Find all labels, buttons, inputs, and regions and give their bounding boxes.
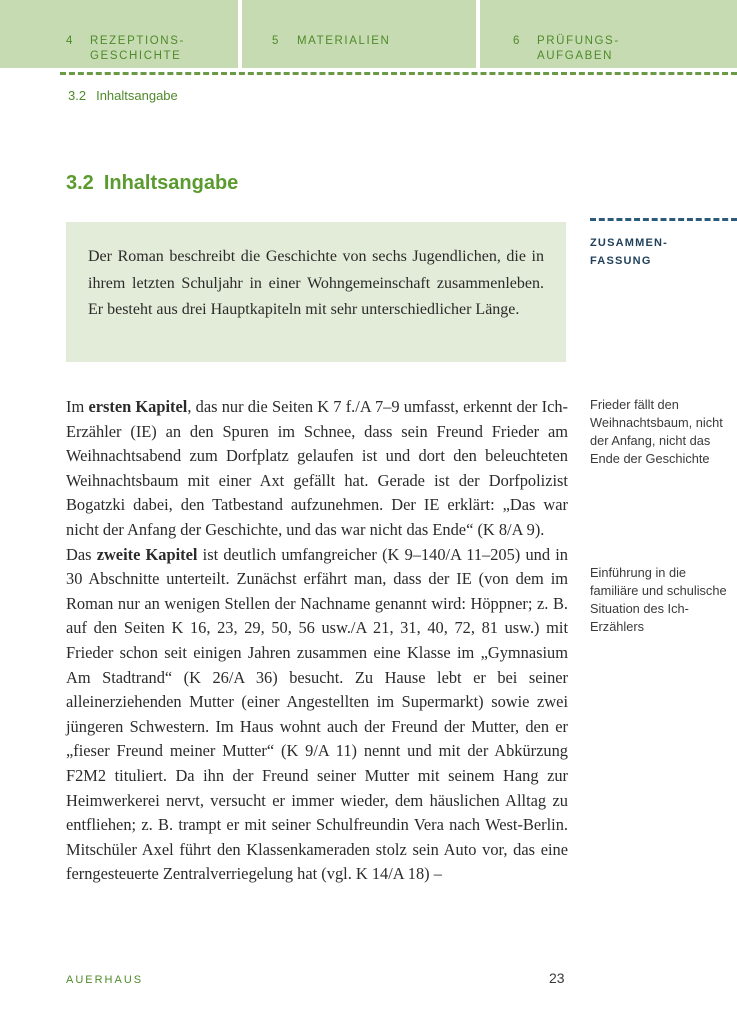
tab-label: PRÜFUNGS- AUFGABEN <box>537 35 620 62</box>
paragraph-second-chapter: Das zweite Kapitel ist deutlich umfangreicher (K 9–140/A 11–205) und in 30 Abschnitte unterteilt. Zunächst erfährt man, dass der IE (von dem im Roman nur an wenigen Stellen der Nachname genannt wird: Höppner; z. B. auf den Seiten K 16, 23, 29, 50, 56 usw./A 21, 31, 40, 72, 81 usw.) mit Frieder schon seit einigen Jahren zusammen eine Klasse im „Gymnasium Am Stadtrand“ (K 26/A 36) besucht. Zu Hause lebt er bei seiner alleinerziehenden Mutter (einer Angestellten im Supermarkt) sowie zwei jüngeren Schwestern. Im Haus wohnt auch der Freund der Mutter, den er „fieser Freund meiner Mutter“ (K 9/A 11) nennt und mit der Abkürzung F2M2 tituliert. Da ihn der Freund seiner Mutter mit seinem Hang zur Heimwerkerei nervt, versucht er immer wieder, dem häuslichen Alltag zu entfliehen; z. B. trampt er mit seiner Schulfreundin Vera nach West-Berlin. Mitschüler Axel führt den Klassenkameraden stolz sein Auto vor, das eine ferngesteuerte Zentralverriegelung hat (vgl. K 14/A 18) – <box>66 544 568 884</box>
section-title-text: Inhaltsangabe <box>103 172 239 194</box>
page-number: 23 <box>549 970 565 986</box>
summary-side-label: ZUSAMMEN- FASSUNG <box>590 237 669 267</box>
body-text <box>66 395 568 887</box>
tab-pruefungsaufgaben[interactable] <box>480 0 737 68</box>
chapter-tabs <box>0 0 737 70</box>
footer-book-title: AUERHAUS <box>66 974 144 986</box>
margin-note: Einführung in die familiäre und schulische Situation des Ich-Erzählers <box>590 565 727 634</box>
tab-label: MATERIALIEN <box>297 35 391 47</box>
tab-number: 6 <box>513 35 521 47</box>
breadcrumb-label: Inhaltsangabe <box>96 88 178 103</box>
tab-rezeptionsgeschichte[interactable] <box>0 0 238 68</box>
summary-text: Der Roman beschreibt die Geschichte von sechs Jugendlichen, die in ihrem letzten Schuljahr in einer Wohngemeinschaft zusammenleben. Er besteht aus drei Hauptkapiteln mit sehr unterschiedlicher Länge. <box>88 248 544 318</box>
section-number: 3.2 <box>66 172 94 194</box>
breadcrumb-number: 3.2 <box>68 88 87 103</box>
paragraph-first-chapter: Im ersten Kapitel, das nur die Seiten K 7 f./A 7–9 umfasst, erkennt der Ich-Erzähler (IE) an den Spuren im Schnee, dass sein Freund Frieder am Weihnachtsabend zum Dorfplatz gelaufen ist und dort den beleuchteten Weihnachtsbaum mit einer Axt gefällt hat. Gerade ist der Dorfpolizist Bogatzki dabei, den Tatbestand aufzunehmen. Der IE erklärt: „Das war nicht der Anfang der Geschichte, und das war nicht das Ende“ (K 8/A 9). <box>66 397 568 539</box>
breadcrumb <box>68 88 178 103</box>
margin-note: Frieder fällt den Weihnachtsbaum, nicht der Anfang, nicht das Ende der Geschichte <box>590 397 723 466</box>
sidebar-divider <box>590 218 737 221</box>
tab-label: REZEPTIONS- GESCHICHTE <box>90 35 185 62</box>
header-divider <box>60 72 737 75</box>
summary-box <box>66 222 566 362</box>
tab-materialien[interactable] <box>242 0 476 68</box>
tab-number: 5 <box>272 35 280 47</box>
tab-number: 4 <box>66 35 74 47</box>
section-title <box>66 172 238 195</box>
